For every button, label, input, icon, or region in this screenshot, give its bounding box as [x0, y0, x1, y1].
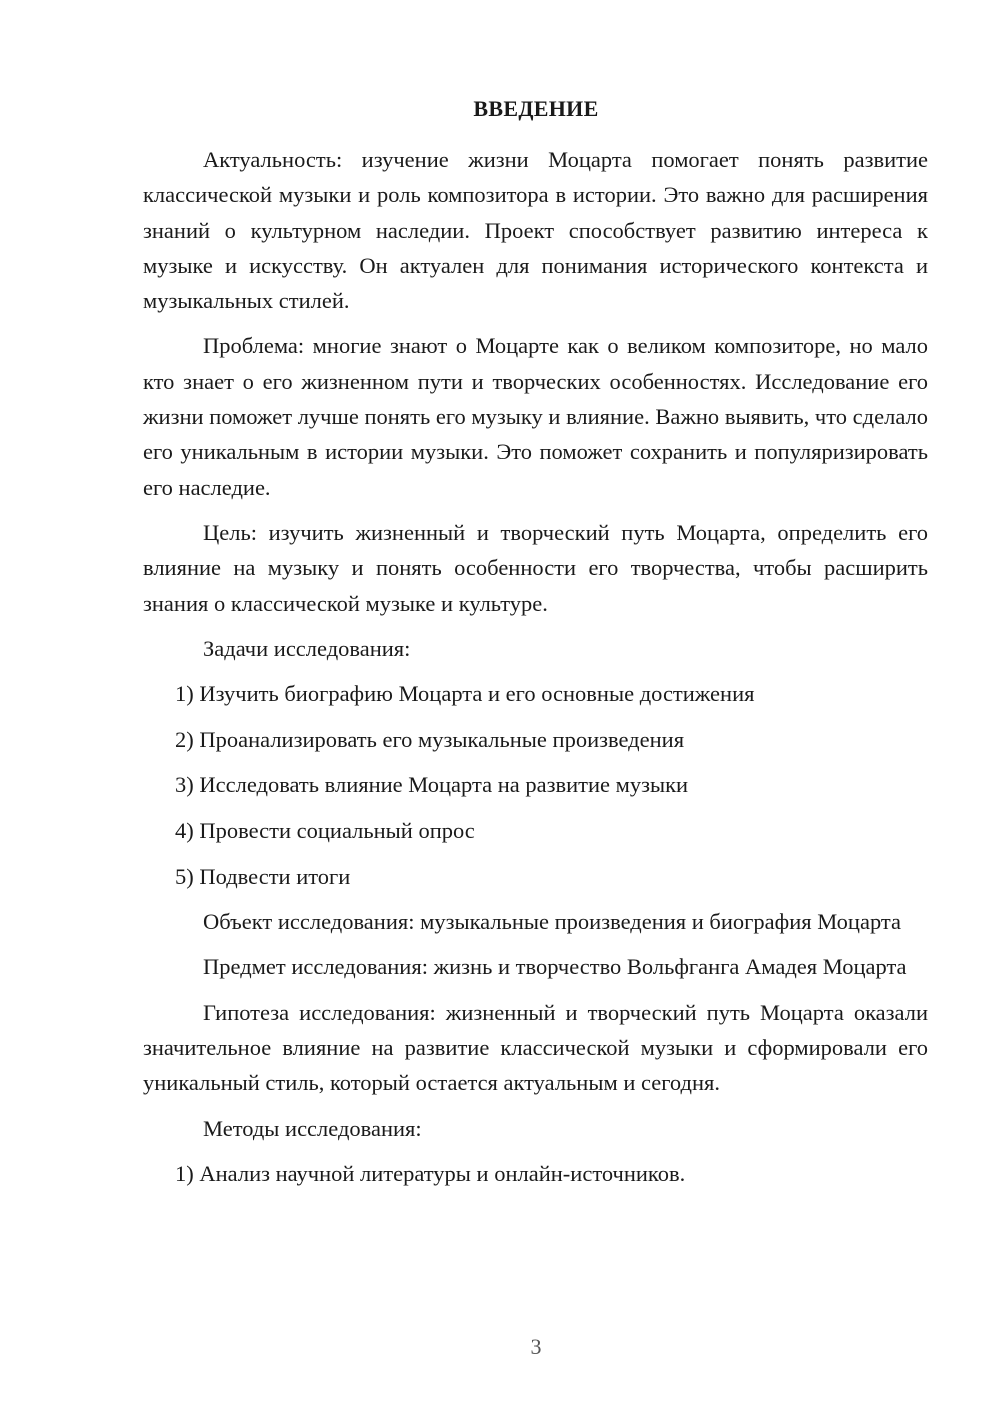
task-item-4: 4) Провести социальный опрос — [175, 817, 475, 843]
paragraph-relevance: Актуальность: изучение жизни Моцарта помогает понять развитие классической музыки и роль композитора в истории. Это важно для расширения знаний о культурном наследии. Проект способствует развитию интереса к музыке и искусству. Он актуален для понимания исторического контекста и музыкальных стилей. — [143, 147, 928, 314]
paragraph-hypothesis: Гипотеза исследования: жизненный и творческий путь Моцарта оказали значительное влияние на развитие классической музыки и сформировали его уникальный стиль, который остается актуальным и сегодня. — [143, 999, 928, 1096]
paragraph-goal: Цель: изучить жизненный и творческий путь Моцарта, определить его влияние на музыку и понять особенности его творчества, чтобы расширить знания о классической музыке и культуре. — [143, 519, 928, 616]
task-item-2: 2) Проанализировать его музыкальные произведения — [175, 726, 685, 752]
task-item-1: 1) Изучить биографию Моцарта и его основные достижения — [175, 681, 755, 707]
task-item-3: 3) Исследовать влияние Моцарта на развитие музыки — [175, 772, 689, 798]
task-item-5: 5) Подвести итоги — [175, 863, 351, 889]
document-body — [143, 142, 928, 1202]
methods-title: Методы исследования: — [203, 1115, 422, 1141]
method-item-1: 1) Анализ научной литературы и онлайн-источников. — [175, 1160, 686, 1186]
tasks-title: Задачи исследования: — [203, 635, 411, 661]
paragraph-subject: Предмет исследования: жизнь и творчество Вольфганга Амадея Моцарта — [203, 954, 907, 980]
page-title: ВВЕДЕНИЕ — [473, 96, 599, 121]
paragraph-problem: Проблема: многие знают о Моцарте как о великом композиторе, но мало кто знает о его жизненном пути и творческих особенностях. Исследование его жизни поможет лучше понять его музыку и влияние. Важно выявить, что сделало его уникальным в истории музыки. Это поможет сохранить и популяризировать его наследие. — [143, 333, 928, 500]
page-number: 3 — [530, 1334, 542, 1359]
paragraph-object: Объект исследования: музыкальные произведения и биография Моцарта — [203, 909, 902, 935]
